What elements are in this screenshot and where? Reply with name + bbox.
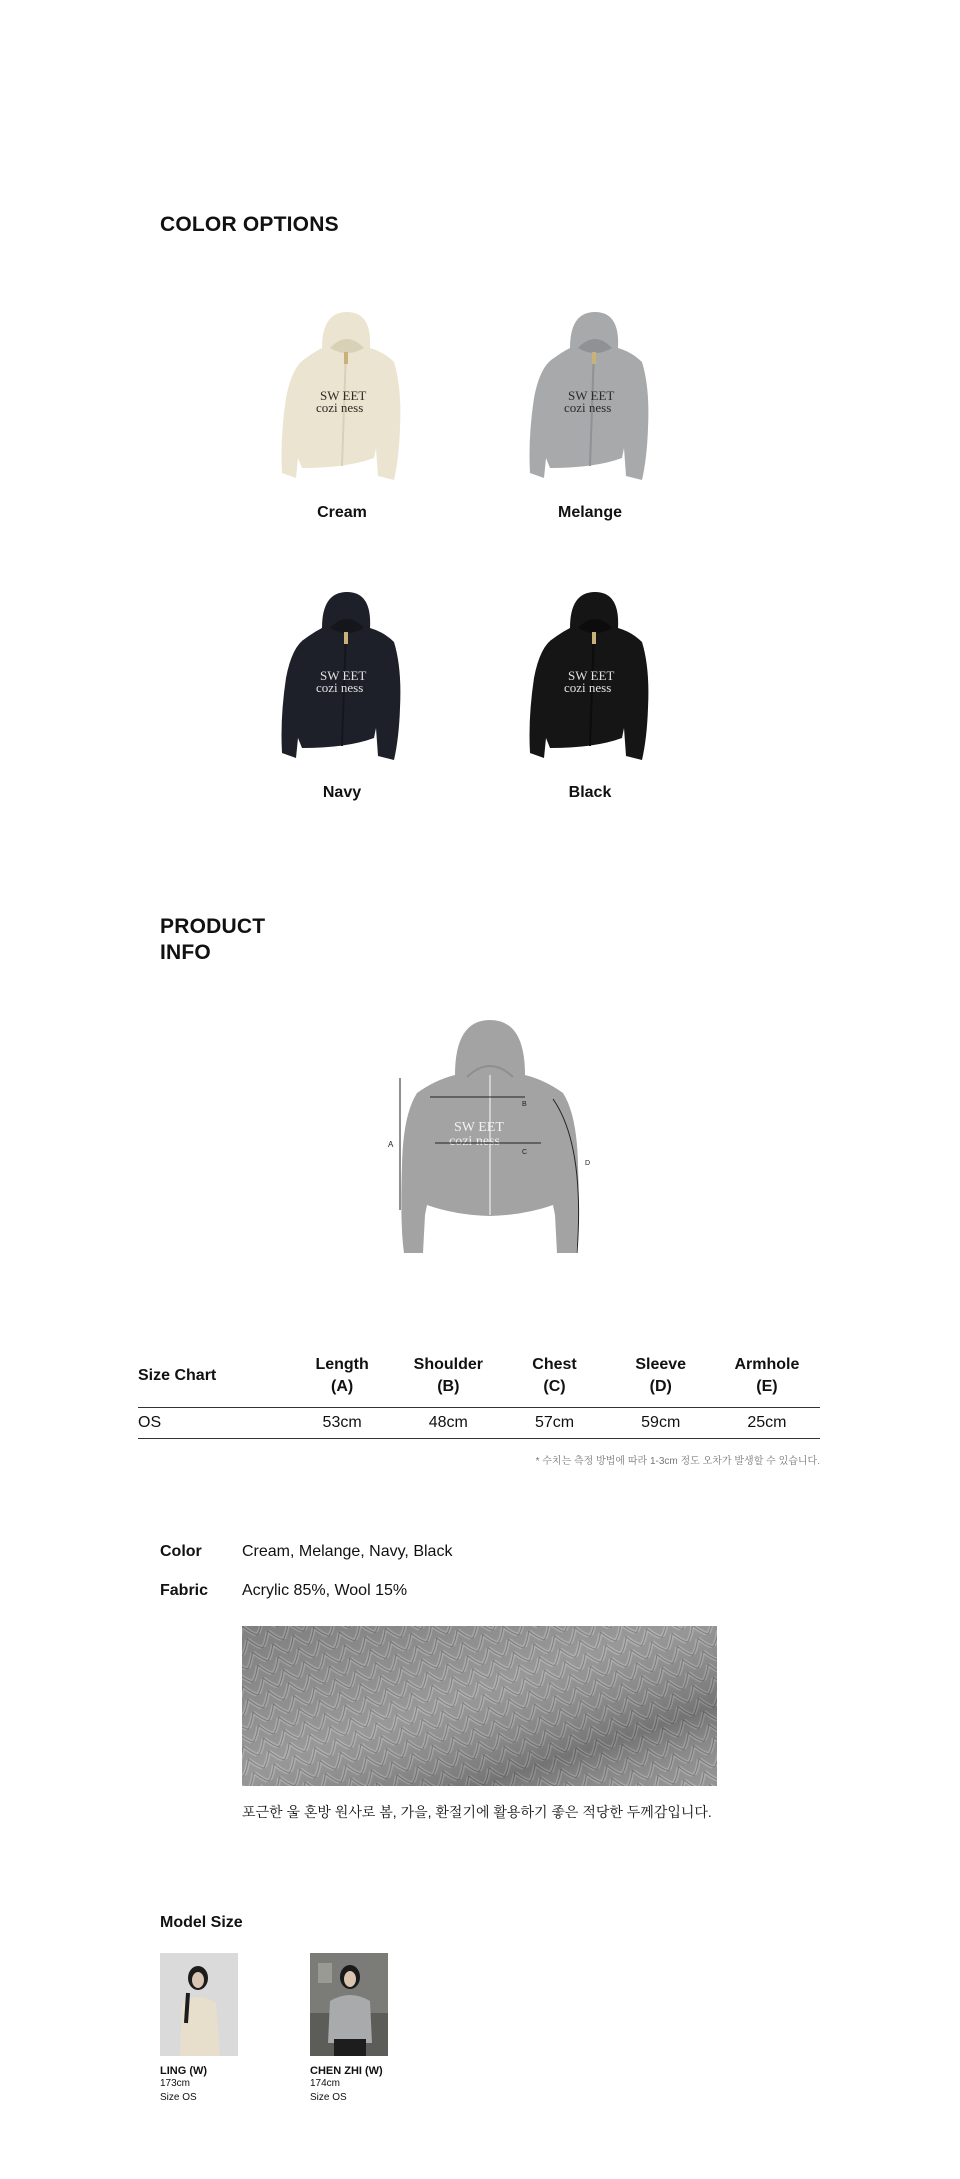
column-shoulder: Shoulder (B) xyxy=(413,1356,483,1395)
svg-text:cozi ness: cozi ness xyxy=(564,400,612,415)
model-photo xyxy=(310,1953,388,2056)
size-cell: OS xyxy=(138,1414,162,1431)
size-chart-header xyxy=(138,1345,820,1408)
model-name: LING (W) xyxy=(160,2065,208,2077)
label-a: A xyxy=(388,1140,394,1149)
model-photo xyxy=(160,1953,238,2056)
diagram-logo-line2: cozi ness xyxy=(449,1134,500,1149)
column-chest: Chest (C) xyxy=(532,1356,577,1395)
hoodie-black-image xyxy=(520,588,660,770)
fabric-closeup-image xyxy=(242,1626,717,1786)
color-name: Navy xyxy=(322,784,362,801)
hoodie-cream-image xyxy=(272,308,412,490)
fabric-label: Fabric xyxy=(160,1582,209,1599)
color-value: Cream, Melange, Navy, Black xyxy=(242,1543,453,1560)
svg-text:cozi ness: cozi ness xyxy=(316,400,364,415)
svg-text:SW EET: SW EET xyxy=(320,388,367,403)
model-card-chen-zhi xyxy=(310,1953,430,2105)
fabric-value: Acrylic 85%, Wool 15% xyxy=(242,1582,408,1599)
svg-text:SW EET: SW EET xyxy=(568,388,615,403)
color-label: Color xyxy=(160,1543,202,1560)
hoodie-melange-image xyxy=(520,308,660,490)
size-chart-note: * 수치는 측정 방법에 따라 1-3cm 정도 오차가 발생할 수 있습니다. xyxy=(535,1456,820,1467)
color-swatch-melange[interactable] xyxy=(490,308,690,522)
armhole-value: 25cm xyxy=(747,1414,787,1431)
column-sleeve: Sleeve (D) xyxy=(635,1356,687,1395)
model-size: Size OS xyxy=(310,2092,347,2103)
size-chart-title: Size Chart xyxy=(138,1367,217,1384)
length-value: 53cm xyxy=(322,1414,362,1431)
color-swatch-black[interactable] xyxy=(490,588,690,802)
model-name: CHEN ZHI (W) xyxy=(310,2065,383,2077)
chest-value: 57cm xyxy=(534,1414,575,1431)
color-name: Melange xyxy=(557,504,622,521)
diagram-logo-line1: SW EET xyxy=(454,1120,504,1135)
label-b: B xyxy=(522,1101,527,1108)
column-armhole: Armhole (E) xyxy=(734,1356,800,1395)
sleeve-value: 59cm xyxy=(641,1414,681,1431)
model-size-heading: Model Size xyxy=(160,1914,243,1931)
shoulder-value: 48cm xyxy=(428,1414,468,1431)
size-chart-table xyxy=(138,1345,820,1439)
model-size: Size OS xyxy=(160,2092,197,2103)
model-height: 173cm xyxy=(160,2078,191,2089)
model-card-ling xyxy=(160,1953,280,2105)
svg-text:cozi ness: cozi ness xyxy=(316,680,364,695)
product-info-heading xyxy=(160,914,265,966)
svg-text:SW EET: SW EET xyxy=(568,668,615,683)
color-swatch-navy[interactable] xyxy=(242,588,442,802)
product-info-heading-line1: PRODUCT xyxy=(160,915,266,938)
svg-text:SW EET: SW EET xyxy=(320,668,367,683)
color-name: Black xyxy=(568,784,612,801)
column-length: Length (A) xyxy=(315,1356,369,1395)
fabric-description: 포근한 울 혼방 원사로 봄, 가을, 환절기에 활용하기 좋은 적당한 두께감입니다. xyxy=(242,1804,712,1820)
table-row xyxy=(138,1408,820,1439)
hoodie-navy-image xyxy=(272,588,412,770)
model-height: 174cm xyxy=(310,2078,341,2089)
color-swatch-cream[interactable] xyxy=(242,308,442,522)
label-d: D xyxy=(585,1160,591,1167)
color-options-heading: COLOR OPTIONS xyxy=(160,213,339,236)
measurement-diagram xyxy=(385,1015,595,1265)
color-name: Cream xyxy=(317,504,367,521)
product-info-heading-line2: INFO xyxy=(160,941,211,964)
svg-text:cozi ness: cozi ness xyxy=(564,680,612,695)
label-c: C xyxy=(522,1149,528,1156)
